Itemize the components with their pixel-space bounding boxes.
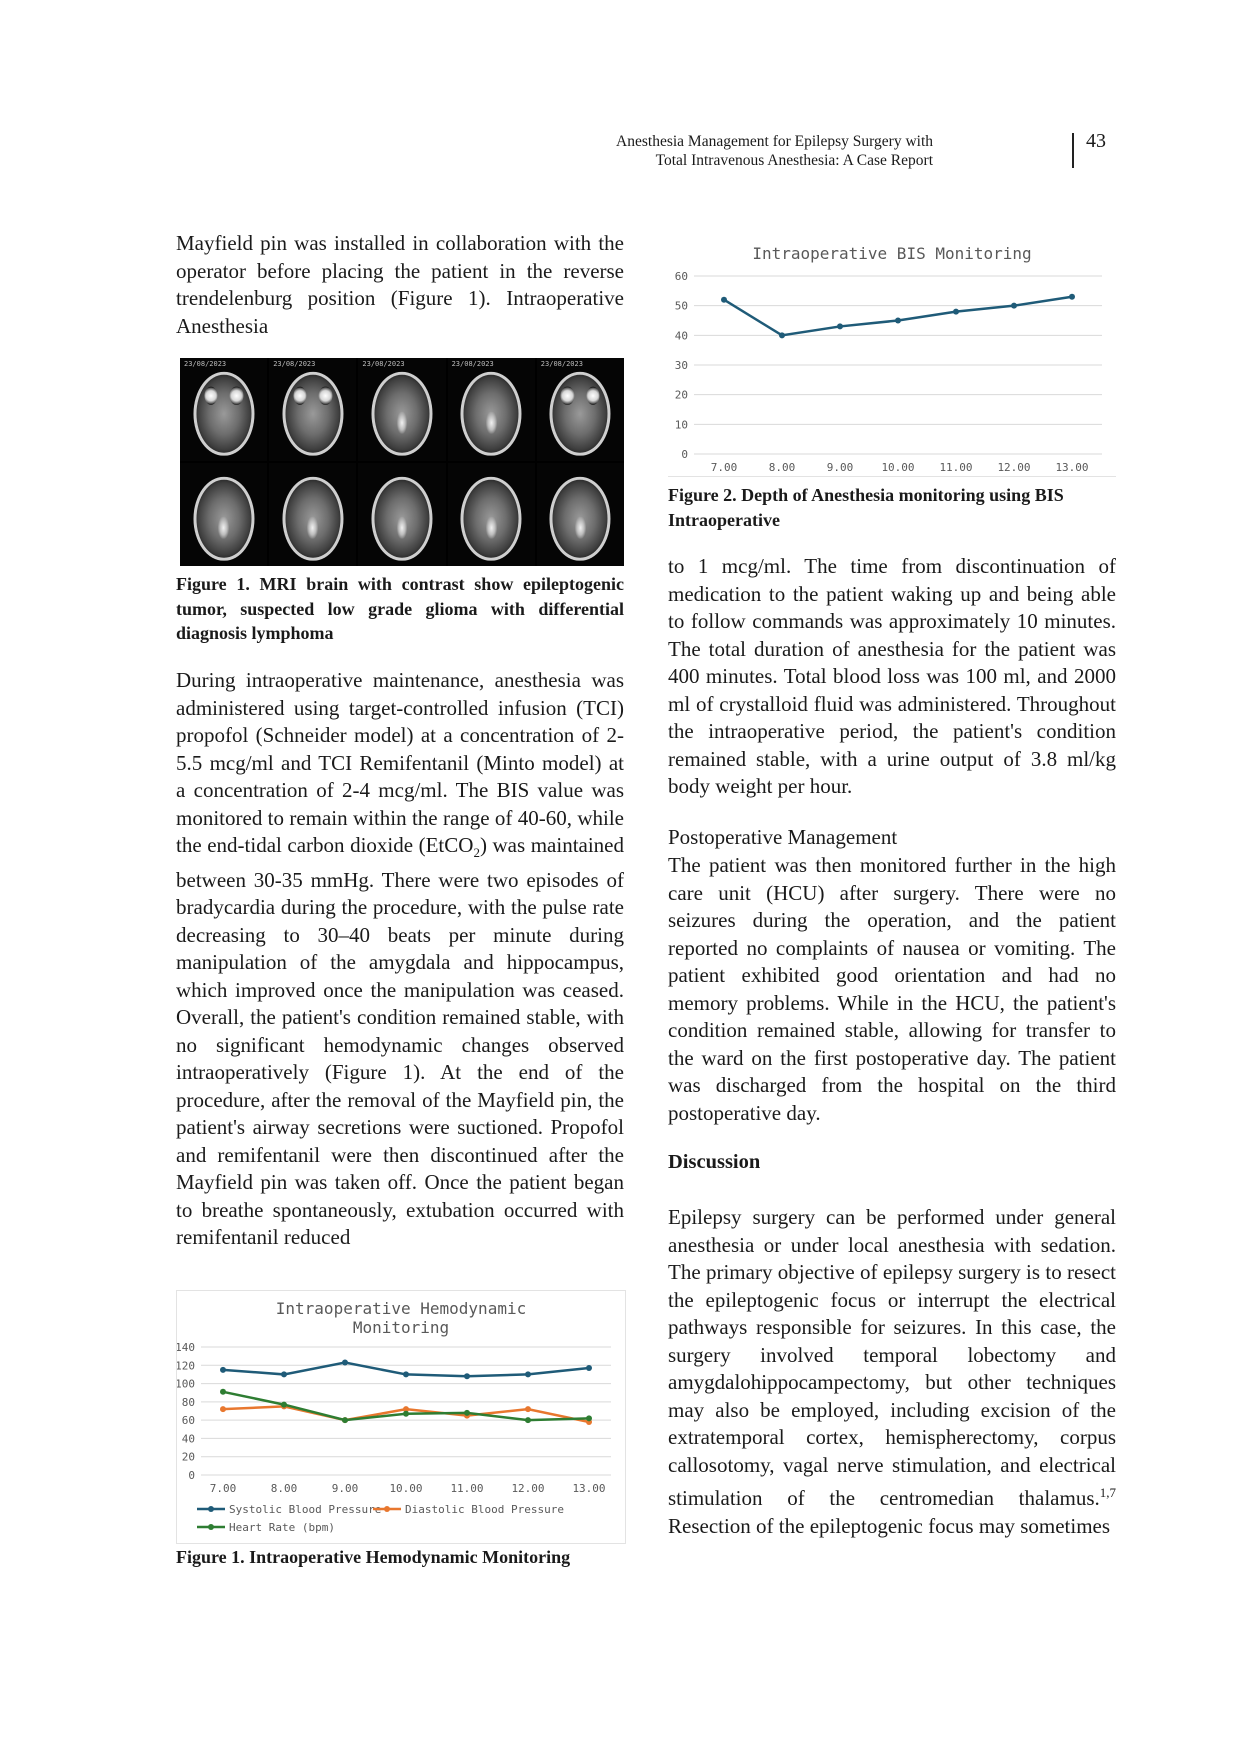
- x-tick-label: 10.00: [389, 1482, 423, 1495]
- y-tick-label: 20: [181, 1450, 195, 1464]
- mri-slice: [448, 463, 535, 566]
- paragraph-maintenance-part-1: During intraoperative maintenance, anesthesia was administered using target-controlled infusion (TCI) propofol (Schneider model) at a concentration of 2-5.5 mcg/ml and TCI Remifentanil (Minto model) at a concentration of 2-4 mcg/ml. The BIS value was monitored to remain within the range of 40-60, while the end-tidal carbon dioxide (EtCO: [176, 668, 624, 857]
- figure-1-chart-caption: Figure 1. Intraoperative Hemodynamic Monitoring: [176, 1547, 571, 1567]
- discussion-heading: Discussion: [668, 1151, 761, 1173]
- x-tick-label: 9.00: [331, 1482, 359, 1495]
- series-line: [724, 297, 1072, 336]
- data-point: [779, 332, 785, 338]
- mri-slice: [358, 358, 445, 461]
- x-tick-label: 11.00: [450, 1482, 484, 1495]
- data-point: [464, 1410, 470, 1416]
- legend-label: Systolic Blood Pressure: [229, 1503, 382, 1516]
- mri-slice: [180, 463, 267, 566]
- mri-slice: [537, 463, 624, 566]
- header-divider: [1072, 133, 1074, 168]
- paragraph-maintenance: [176, 667, 624, 1252]
- running-header-line-2: Total Intravenous Anesthesia: A Case Report: [655, 152, 933, 169]
- data-point: [1069, 294, 1075, 300]
- data-point: [895, 318, 901, 324]
- mri-slice: [448, 358, 535, 461]
- data-point: [220, 1406, 226, 1412]
- paragraph-discussion-part-2: Resection of the epileptogenic focus may sometimes: [668, 1513, 1111, 1538]
- mri-date-label: 23/08/2023: [273, 360, 316, 368]
- x-tick-label: 9.00: [826, 461, 854, 474]
- legend-marker: [384, 1506, 390, 1512]
- bis-chart-panel: [668, 236, 1116, 477]
- paragraph-postoperative: The patient was then monitored further in the high care unit (HCU) after surgery. There were no seizures during the operation, and the patient reported no complaints of nausea or vomiting. The patient exhibited good orientation and had no memory problems. While in the HCU, the patient's condition remained stable, allowing for transfer to the ward on the first postoperative day. The patient was discharged from the hospital on the third postoperative day.: [668, 853, 1116, 1125]
- y-tick-label: 120: [177, 1359, 195, 1373]
- x-tick-label: 13.00: [572, 1482, 606, 1495]
- x-tick-label: 7.00: [209, 1482, 237, 1495]
- mri-slice: [358, 463, 445, 566]
- mri-date-label: 23/08/2023: [451, 360, 494, 368]
- y-tick-label: 80: [181, 1395, 195, 1409]
- data-point: [837, 323, 843, 329]
- hemodynamic-chart-title-line-1: Intraoperative Hemodynamic: [275, 1299, 527, 1318]
- data-point: [721, 297, 727, 303]
- data-point: [220, 1389, 226, 1395]
- data-point: [281, 1371, 287, 1377]
- running-header-line-1: Anesthesia Management for Epilepsy Surgery with: [616, 133, 933, 150]
- x-tick-label: 12.00: [511, 1482, 545, 1495]
- y-tick-label: 100: [177, 1377, 195, 1391]
- mri-figure: [180, 358, 624, 566]
- y-tick-label: 0: [681, 448, 688, 461]
- hemodynamic-chart-panel: [176, 1290, 626, 1544]
- paragraph-maintenance-part-2: ) was maintained between 30-35 mmHg. There were two episodes of bradycardia during the procedure, with the pulse rate decreasing to 30–40 beats per minute during manipulation of the amygdala and hippocampus, which improved once the manipulation was ceased. Overall, the patient's condition remained stable, with no significant hemodynamic changes observed intraoperatively (Figure 1). At the end of the procedure, after the removal of the Mayfield pin, the patient's airway secretions were suctioned. Propofol and remifentanil were then discontinued after the Mayfield pin was taken off. Once the patient began to breathe spontaneously, extubation occurred with remifentanil reduced: [176, 833, 625, 1250]
- y-tick-label: 30: [674, 359, 688, 372]
- data-point: [403, 1371, 409, 1377]
- x-tick-label: 7.00: [710, 461, 738, 474]
- data-point: [525, 1417, 531, 1423]
- figure-2-caption: Figure 2. Depth of Anesthesia monitoring using BIS Intraoperative: [668, 485, 1064, 530]
- mri-slice: [269, 463, 356, 566]
- x-tick-label: 10.00: [881, 461, 915, 474]
- mri-date-label: 23/08/2023: [362, 360, 405, 368]
- legend-label: Heart Rate (bpm): [229, 1521, 335, 1534]
- data-point: [342, 1360, 348, 1366]
- x-tick-label: 8.00: [768, 461, 796, 474]
- y-tick-label: 40: [674, 329, 688, 343]
- mri-date-label: 23/08/2023: [540, 360, 583, 368]
- citation-superscript: 1,7: [1099, 1485, 1116, 1500]
- figure-1-mri-caption: Figure 1. MRI brain with contrast show epileptogenic tumor, suspected low grade glioma with differential diagnosis lymphoma: [176, 574, 624, 643]
- x-tick-label: 12.00: [997, 461, 1031, 474]
- data-point: [586, 1365, 592, 1371]
- y-tick-label: 0: [188, 1469, 195, 1482]
- y-tick-label: 10: [674, 418, 688, 432]
- data-point: [281, 1402, 287, 1408]
- bis-chart-title: Intraoperative BIS Monitoring: [752, 244, 1032, 263]
- data-point: [342, 1417, 348, 1423]
- data-point: [525, 1406, 531, 1412]
- running-header-title: [513, 132, 933, 170]
- y-tick-label: 140: [177, 1341, 195, 1354]
- mri-slice: [180, 358, 267, 461]
- y-tick-label: 40: [181, 1432, 195, 1446]
- legend-label: Diastolic Blood Pressure: [405, 1503, 564, 1516]
- paragraph-discussion: [668, 1204, 1116, 1540]
- y-tick-label: 50: [674, 299, 688, 313]
- page-number: 43: [1086, 130, 1106, 152]
- hemodynamic-chart-title-line-2: Monitoring: [352, 1318, 450, 1337]
- legend-marker: [208, 1506, 214, 1512]
- x-tick-label: 8.00: [270, 1482, 298, 1495]
- paragraph-continued: to 1 mcg/ml. The time from discontinuation of medication to the patient waking up and being able to follow commands was approximately 10 minutes. The total duration of anesthesia for the patient was 400 minutes. Total blood loss was 100 ml, and 2000 ml of crystalloid fluid was administered. Throughout the intraoperative period, the patient's condition remained stable, with a urine output of 3.8 ml/kg body weight per hour.: [668, 554, 1116, 798]
- paragraph-discussion-part-1: Epilepsy surgery can be performed under general anesthesia or under local anesthesia with sedation. The primary objective of epilepsy surgery is to resect the epileptogenic focus or interrupt the electrical pathways responsible for seizures. In this case, the surgery involved temporal lobectomy and amygdalohippocampectomy, but other techniques may also be employed, including excision of the extratemporal cortex, hemispherectomy, corpus callosotomy, vagal nerve stimulation, and electrical stimulation of the centromedian thalamus.: [668, 1205, 1116, 1510]
- data-point: [525, 1371, 531, 1377]
- y-tick-label: 60: [181, 1414, 195, 1428]
- data-point: [464, 1373, 470, 1379]
- data-point: [953, 309, 959, 315]
- x-tick-label: 13.00: [1055, 461, 1089, 474]
- bis-chart: [668, 236, 1116, 476]
- data-point: [220, 1367, 226, 1373]
- subscript-2: 2: [473, 845, 480, 861]
- data-point: [586, 1415, 592, 1421]
- legend-marker: [208, 1524, 214, 1530]
- paragraph-intro: Mayfield pin was installed in collaboration with the operator before placing the patient in the reverse trendelenburg position (Figure 1). Intraoperative Anesthesia: [176, 231, 624, 338]
- x-tick-label: 11.00: [939, 461, 973, 474]
- data-point: [403, 1411, 409, 1417]
- hemodynamic-chart: [177, 1291, 625, 1543]
- postoperative-heading: Postoperative Management: [668, 825, 898, 849]
- data-point: [1011, 303, 1017, 309]
- y-tick-label: 20: [674, 388, 688, 402]
- y-tick-label: 60: [674, 270, 688, 283]
- mri-slice: [537, 358, 624, 461]
- mri-date-label: 23/08/2023: [184, 360, 227, 368]
- mri-slice: [269, 358, 356, 461]
